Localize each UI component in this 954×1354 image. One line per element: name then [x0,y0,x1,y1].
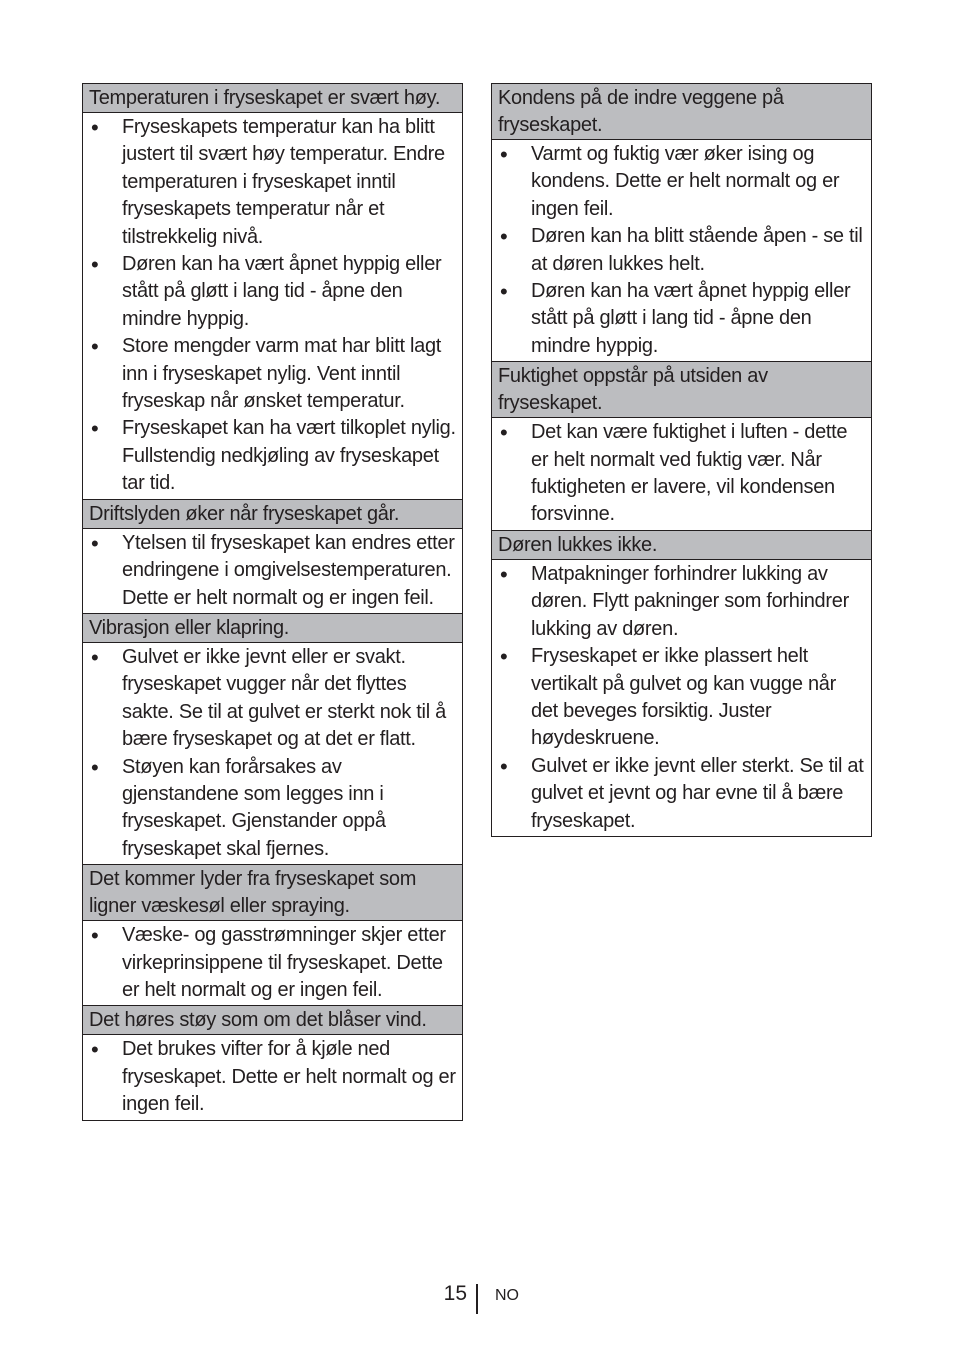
right-column [491,83,872,837]
section-body-row [83,921,463,1006]
bullet-list [89,922,458,1004]
section-body-row [492,559,872,836]
bullet-item: • Gulvet er ikke jevnt eller sterkt. Se til at gulvet et jevnt og har evne til å bære fryseskapet. [498,753,867,835]
bullet-item: • Det brukes vifter for å kjøle ned fryseskapet. Dette er helt normalt og er ingen feil. [89,1036,458,1118]
bullet-item: • Fryseskapets temperatur kan ha blitt justert til svært høy temperatur. Endre temperaturen i fryseskapet inntil fryseskapets temperatur når et tilstrekkelig nivå. [89,114,458,251]
section-body-row [83,113,463,500]
language-code: NO [495,1287,519,1304]
section-heading: Fuktighet oppstår på utsiden av fryseskapet. [492,362,872,418]
bullet-item: • Døren kan ha blitt stående åpen - se til at døren lukkes helt. [498,223,867,278]
bullet-list [89,1036,458,1118]
section-body-row [83,642,463,864]
left-column [82,83,463,1121]
section-heading-row [492,530,872,559]
section-heading: Det kommer lyder fra fryseskapet som ligner væskesøl eller spraying. [83,865,463,921]
section-heading-row [492,362,872,418]
section-heading: Kondens på de indre veggene på fryseskapet. [492,84,872,140]
section-body-row [492,140,872,362]
bullet-list [498,561,867,835]
section-body-row [83,1035,463,1120]
section-body-row [83,528,463,613]
bullet-item: • Varmt og fuktig vær øker ising og kondens. Dette er helt normalt og er ingen feil. [498,141,867,223]
bullet-item: • Væske- og gasstrømninger skjer etter virkeprinsippene til fryseskapet. Dette er helt normalt og er ingen feil. [89,922,458,1004]
page-number: 15 [443,1282,467,1305]
bullet-item: • Store mengder varm mat har blitt lagt inn i fryseskapet nylig. Vent inntil fryseskap når ønsket temperatur. [89,333,458,415]
bullet-item: • Fryseskapet er ikke plassert helt vertikalt på gulvet og kan vugge når det beveges forsiktig. Juster høydeskruene. [498,643,867,753]
bullet-item: • Døren kan ha vært åpnet hyppig eller stått på gløtt i lang tid - åpne den mindre hyppig. [498,278,867,360]
footer-separator [476,1284,478,1314]
section-heading-row [83,865,463,921]
bullet-item: • Det kan være fuktighet i luften - dette er helt normalt ved fuktig vær. Når fuktigheten er lavere, vil kondensen forsvinne. [498,419,867,529]
section-heading: Det høres støy som om det blåser vind. [83,1006,463,1035]
section-heading: Driftslyden øker når fryseskapet går. [83,499,463,528]
bullet-list [89,644,458,863]
bullet-list [498,419,867,529]
section-heading: Vibrasjon eller klapring. [83,613,463,642]
section-body-row [492,418,872,531]
bullet-item: • Matpakninger forhindrer lukking av døren. Flytt pakninger som forhindrer lukking av døren. [498,561,867,643]
bullet-item: • Ytelsen til fryseskapet kan endres etter endringene i omgivelsestemperaturen. Dette er helt normalt og er ingen feil. [89,530,458,612]
section-heading-row [83,84,463,113]
page-footer [0,1280,954,1316]
troubleshooting-table-right [491,83,872,837]
section-heading-row [492,84,872,140]
section-heading-row [83,499,463,528]
bullet-item: • Gulvet er ikke jevnt eller er svakt. fryseskapet vugger når det flyttes sakte. Se til at gulvet er sterkt nok til å bære fryseskapet og at det er flatt. [89,644,458,754]
bullet-item: • Støyen kan forårsakes av gjenstandene som legges inn i fryseskapet. Gjenstander oppå fryseskapet skal fjernes. [89,754,458,864]
bullet-list [89,530,458,612]
bullet-list [89,114,458,498]
section-heading-row [83,1006,463,1035]
troubleshooting-table-left [82,83,463,1121]
bullet-item: • Fryseskapet kan ha vært tilkoplet nylig. Fullstendig nedkjøling av fryseskapet tar tid. [89,415,458,497]
section-heading-row [83,613,463,642]
section-heading: Temperaturen i fryseskapet er svært høy. [83,84,463,113]
section-heading: Døren lukkes ikke. [492,530,872,559]
bullet-list [498,141,867,360]
bullet-item: • Døren kan ha vært åpnet hyppig eller stått på gløtt i lang tid - åpne den mindre hyppig. [89,251,458,333]
